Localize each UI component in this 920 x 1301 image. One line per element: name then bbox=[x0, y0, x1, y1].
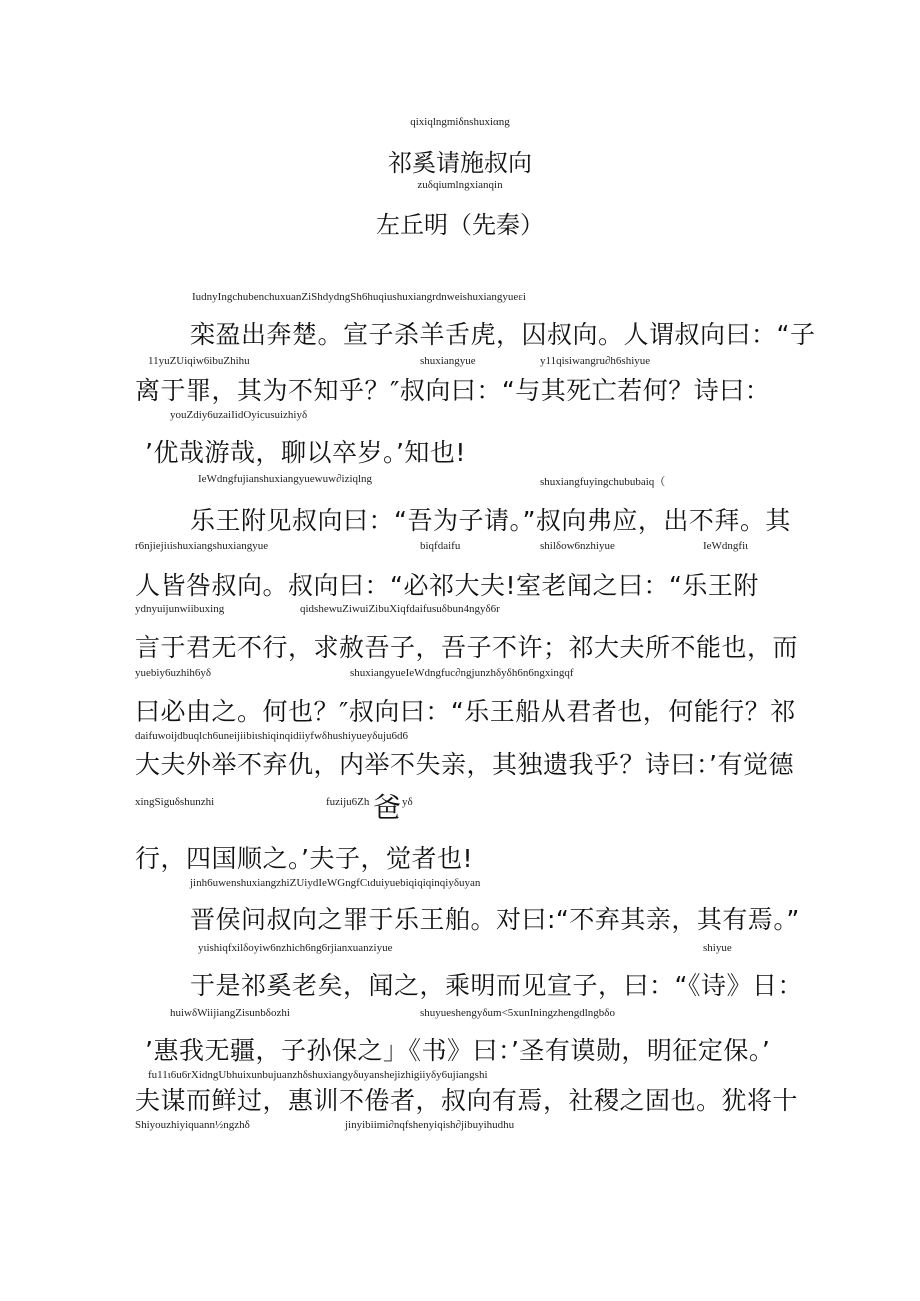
pinyin-line-3: youZdiy6uzaiIidOyicusuizhiyδ bbox=[170, 409, 308, 421]
pinyin-line-10: jinh6uwenshuxiangzhiZUiydIeWGngfCιduiyuebiqiqiqinqiyδuyan bbox=[190, 877, 481, 889]
text-line-3: ’优哉游哉，聊以卒岁。’知也! bbox=[145, 438, 466, 467]
pinyin-line-9c: yδ bbox=[402, 796, 413, 808]
pinyin-line-11a: yιishiqfxilδoyiw6nzhich6ng6rjianxuanziyue bbox=[198, 942, 393, 954]
text-line-11: 于是祁奚老矣，闻之，乘明而见宣子，曰：“《诗》日： bbox=[190, 971, 803, 1000]
pinyin-line-9a: xingSiguδshunzhi bbox=[135, 796, 215, 808]
text-line-13: 夫谋而鲜过，惠训不倦者，叔向有焉，社稷之固也。犹将十 bbox=[135, 1086, 799, 1115]
pinyin-line-11b: shiyue bbox=[703, 942, 732, 954]
text-line-5: 人皆咎叔向。叔向曰：“必祁大夫!室老闻之曰：“乐王附 bbox=[135, 571, 759, 600]
large-character: 爸 bbox=[373, 791, 402, 824]
pinyin-line-5a: r6njiejiιishuxiangshuxiangyue bbox=[135, 540, 269, 552]
pinyin-line-4a: IeWdngfujianshuxiangyuewuw∂iziqlng bbox=[198, 473, 373, 485]
title-pinyin: qixiqlngmiδnshuxiαng bbox=[410, 116, 510, 128]
text-line-7: 曰必由之。何也？″叔向曰：“乐王船从君者也，何能行？祁 bbox=[135, 697, 796, 726]
pinyin-line-7b: shuxiangyueIeWdngfuc∂ngjunzhδyδh6n6ngxingqf bbox=[350, 667, 574, 679]
pinyin-line-2c: y11qisiwangru∂h6shiyue bbox=[540, 355, 651, 367]
pinyin-line-5c: shilδow6nzhiyue bbox=[540, 540, 615, 552]
pinyin-line-1: IudnyIngchubenchuxuanZiShdydngSh6huqiushuxiangrdnweishuxiangyueεi bbox=[192, 291, 526, 303]
text-line-12: ’惠我无疆，子孙保之」《书》曰：’圣有谟勋，明征定保。’ bbox=[145, 1036, 771, 1065]
pinyin-line-12b: shuyueshengyδum<5xunIningzhengdlngbδo bbox=[420, 1007, 615, 1019]
text-line-4: 乐王附见叔向曰：“吾为子请。”叔向弗应，出不拜。其 bbox=[190, 506, 791, 535]
text-line-8: 大夫外举不弃仇，内举不失亲，其独遗我乎？诗曰：’有觉德 bbox=[135, 750, 794, 779]
pinyin-line-4b: shuxiangfuyingchububaiq（ bbox=[540, 476, 666, 488]
pinyin-line-2a: 11yuZUiqiw6ibuZhihu bbox=[148, 355, 250, 367]
pinyin-line-5d: IeWdngfiι bbox=[703, 540, 749, 552]
pinyin-line-5b: biqfdaifu bbox=[420, 540, 461, 552]
pinyin-line-14a: Shiyouzhiyiquann½ngzhδ bbox=[135, 1119, 250, 1131]
pinyin-line-13: fu11ι6u6rXidngUbhuixunbujuanzhδshuxiangyδuyanshejizhigiiyδy6ujiangshi bbox=[148, 1069, 488, 1081]
pinyin-line-8: daifuwoijdbuqlch6uneijiibiιshiqinqidiiyfwδhushiyueyδuju6d6 bbox=[135, 730, 409, 742]
pinyin-line-7a: yuebiy6uzhih6yδ bbox=[135, 667, 212, 679]
pinyin-line-9b: fuziju6Zh bbox=[326, 796, 370, 808]
pinyin-line-2b: shuxiangyue bbox=[420, 355, 476, 367]
page-title: 祁奚请施叔向 bbox=[388, 149, 532, 177]
author: 左丘明（先秦） bbox=[376, 211, 544, 239]
text-line-6: 言于君无不行，求赦吾子，吾子不许；祁大夫所不能也，而 bbox=[135, 633, 799, 662]
text-line-10: 晋侯问叔向之罪于乐王舶。对曰:“不弃其亲，其有焉。” bbox=[190, 905, 800, 934]
pinyin-line-6b: qidshewuZiwuiZibuXiqfdaifusuδbun4ngyδ6r bbox=[300, 603, 500, 615]
text-line-9: 行，四国顺之。’夫子，觉者也! bbox=[135, 844, 473, 873]
text-line-1: 栾盈出奔楚。宣子杀羊舌虎，囚叔向。人谓叔向曰：“子 bbox=[190, 320, 816, 349]
pinyin-line-14b: jinyibiimi∂nqfshenyiqish∂jibuyihudhu bbox=[345, 1119, 515, 1131]
author-pinyin: zuδqiumlngxianqin bbox=[417, 179, 503, 191]
text-line-2: 离于罪，其为不知乎？″叔向曰：“与其死亡若何？诗曰： bbox=[135, 376, 771, 405]
pinyin-line-12a: huiwδWiijiangZisunbδozhi bbox=[170, 1007, 290, 1019]
pinyin-line-6a: ydnyuijunwiibuxing bbox=[135, 603, 225, 615]
